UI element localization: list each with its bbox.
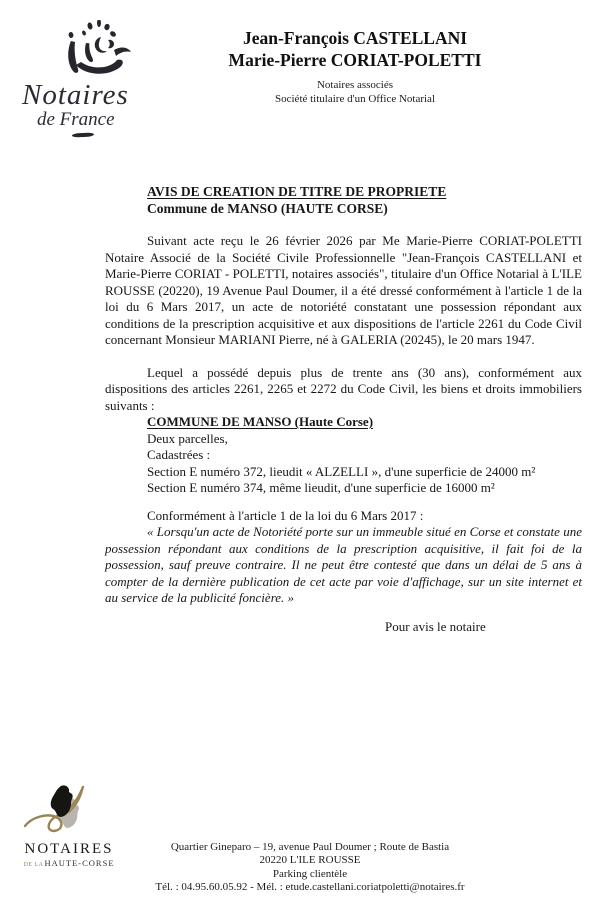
- notary-name-2: Marie-Pierre CORIAT-POLETTI: [228, 50, 482, 70]
- office-subtitle-2: Société titulaire d'un Office Notarial: [275, 92, 435, 105]
- office-subtitle-1: Notaires associés: [316, 79, 394, 91]
- notary-name-1: Jean-François CASTELLANI: [242, 28, 468, 48]
- law-reference: Conformément à l'article 1 de la loi du 6 Mars 2017 :: [147, 507, 424, 523]
- footer-address-line-3: Parking clientèle: [272, 867, 348, 880]
- document-title: AVIS DE CREATION DE TITRE DE PROPRIETE: [147, 184, 447, 199]
- paragraph-acte: Suivant acte reçu le 26 février 2026 par Me Marie-Pierre CORIAT-POLETTI Notaire Associé de la Société Civile Professionnelle "Jean-François CASTELLANI et Marie-Pierre CORIAT - POLETTI, notaires associés", titulaire d'un Office Notarial à L'ILE ROUSSE (20220), 19 Avenue Paul Doumer, il a été dressé conformément à l'article 1 de la loi du 6 Mars 2017, un acte de notoriété constatant une possession répondant aux conditions de la prescription acquisitive et aux dispositions de l'article 2261 du Code Civil concernant Monsieur MARIANI Pierre, né à GALERIA (20245), le 20 mars 1947.: [105, 233, 582, 347]
- footer-logo-prefix: DE LA: [23, 862, 44, 868]
- footer-logo-region: DE LAHAUTE-CORSE: [23, 858, 115, 868]
- parcel-line-3: Section E numéro 372, lieudit « ALZELLI », d'une superficie de 24000 m²: [147, 463, 536, 479]
- parcel-line-1: Deux parcelles,: [147, 430, 228, 446]
- corsica-quill-icon: [23, 784, 115, 840]
- footer-address: [80, 841, 540, 895]
- paragraph-possession: Lequel a possédé depuis plus de trente ans (30 ans), conformément aux dispositions des articles 2261, 2265 et 2272 du Code Civil, les biens et droits immobiliers suivants :: [105, 364, 582, 413]
- office-header: [130, 27, 580, 106]
- footer-address-line-1: Quartier Gineparo – 19, avenue Paul Doumer ; Route de Bastia: [170, 841, 450, 853]
- signature-line: Pour avis le notaire: [385, 618, 486, 634]
- footer-address-line-2: 20220 L'ILE ROUSSE: [259, 854, 361, 867]
- footer-logo-name: NOTAIRES: [24, 841, 114, 857]
- parcel-line-4: Section E numéro 374, même lieudit, d'une superficie de 16000 m²: [147, 480, 495, 495]
- parcel-line-2: Cadastrées :: [147, 447, 211, 462]
- logo-subtext: de France: [37, 109, 115, 130]
- footer-contact-line: Tél. : 04.95.60.05.92 - Mél. : etude.castellani.coriatpoletti@notaires.fr: [155, 881, 465, 894]
- logo-wordmark: Notaires: [22, 79, 129, 111]
- marianne-brush-icon: [56, 20, 140, 80]
- law-quote: « Lorsqu'un acte de Notoriété porte sur un immeuble situé en Corse et constate une possession répondant aux conditions de la prescription acquisitive, il fait foi de la possession, sauf preuve contraire. Il ne peut être contesté que dans un délai de 5 ans à compter de la dernière publication de cet acte par voie d'affichage, sur un site internet et au service de la publicité foncière. »: [105, 524, 582, 605]
- document-body: [105, 184, 582, 635]
- logo-dash: [72, 132, 94, 137]
- document-subtitle: Commune de MANSO (HAUTE CORSE): [147, 200, 388, 216]
- commune-heading: COMMUNE DE MANSO (Haute Corse): [147, 414, 374, 429]
